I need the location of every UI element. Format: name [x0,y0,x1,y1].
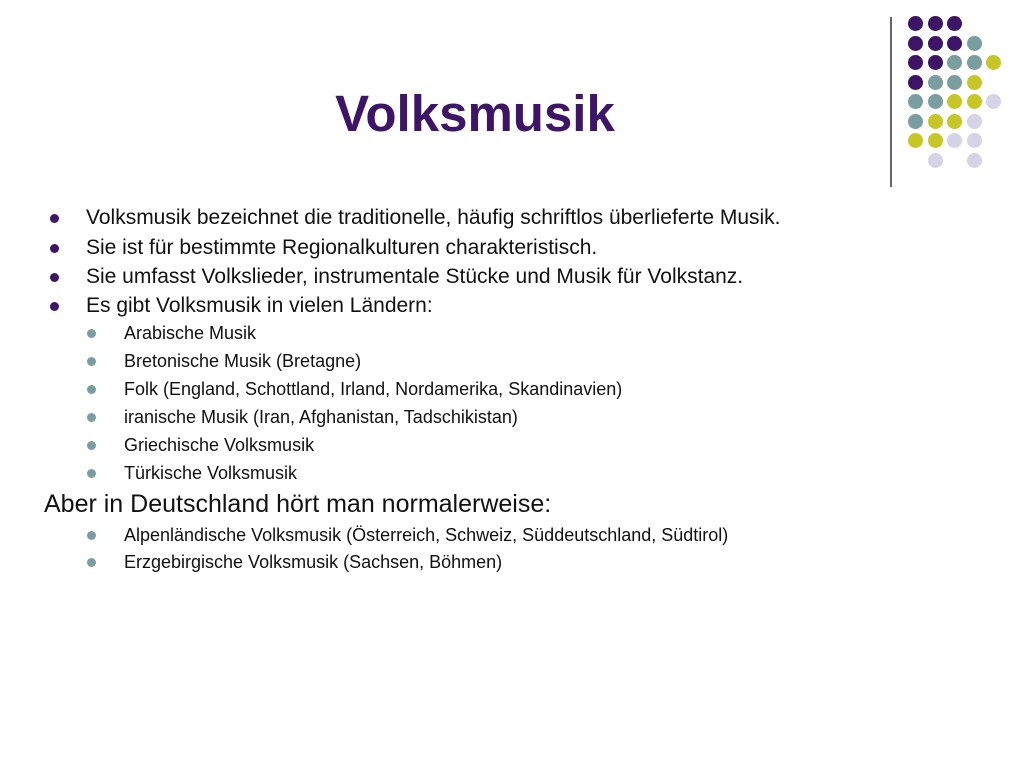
bullet-text: Folk (England, Schottland, Irland, Nordamerika, Skandinavien) [124,379,623,399]
decorative-dot [908,114,923,129]
sub-bullet-item [44,525,1004,546]
bullet-text: Erzgebirgische Volksmusik (Sachsen, Böhmen) [124,552,503,572]
bullet-text: iranische Musik (Iran, Afghanistan, Tadschikistan) [124,407,518,427]
bullet-item [44,294,1004,317]
decorative-dot [967,133,982,148]
heading-item [44,490,1004,518]
bullet-icon [87,329,96,338]
decorative-dot [928,75,943,90]
sub-bullet-item [44,552,1004,573]
decorative-dot [947,55,962,70]
slide-title: Volksmusik [335,85,615,142]
decorative-dot [947,75,962,90]
bullet-text: Sie ist für bestimmte Regionalkulturen charakteristisch. [86,236,598,259]
decorative-dot [947,133,962,148]
bullet-list [44,200,1004,573]
decorative-dot [928,153,943,168]
decorative-dot [986,55,1001,70]
bullet-icon [87,385,96,394]
decorative-dot [908,133,923,148]
bullet-icon [50,302,59,311]
decorative-divider-line [890,17,892,187]
decorative-dot [967,94,982,109]
sub-bullet-item [44,463,1004,484]
decorative-dot [928,16,943,31]
bullet-item [44,236,1004,259]
bullet-icon [50,214,59,223]
decorative-dot [928,55,943,70]
bullet-text: Sie umfasst Volkslieder, instrumentale Stücke und Musik für Volkstanz. [86,265,744,288]
decorative-dot [947,16,962,31]
bullet-item [44,206,1004,229]
decorative-dot [967,55,982,70]
decorative-dot [908,75,923,90]
bullet-text: Alpenländische Volksmusik (Österreich, Schweiz, Süddeutschland, Südtirol) [124,525,729,545]
bullet-icon [87,357,96,366]
bullet-icon [50,273,59,282]
decorative-dot [967,75,982,90]
bullet-text: Volksmusik bezeichnet die traditionelle, häufig schriftlos überlieferte Musik. [86,206,781,229]
bullet-text: Bretonische Musik (Bretagne) [124,351,362,371]
bullet-text: Es gibt Volksmusik in vielen Ländern: [86,294,433,317]
decorative-dot [967,114,982,129]
bullet-icon [87,531,96,540]
decorative-dot [967,36,982,51]
decorative-dot [947,114,962,129]
sub-bullet-item [44,323,1004,344]
decorative-dot [947,94,962,109]
bullet-icon [87,469,96,478]
bullet-icon [87,413,96,422]
sub-bullet-item [44,379,1004,400]
decorative-dot [986,94,1001,109]
decorative-dot [908,55,923,70]
bullet-icon [50,244,59,253]
sub-bullet-item [44,351,1004,372]
bullet-item [44,265,1004,288]
decorative-dot [928,114,943,129]
decorative-dot [908,36,923,51]
bullet-icon [87,558,96,567]
sub-bullet-item [44,407,1004,428]
decorative-dot [928,94,943,109]
decorative-dot [928,36,943,51]
decorative-dot [908,16,923,31]
bullet-text: Griechische Volksmusik [124,435,315,455]
decorative-dot [908,94,923,109]
sub-bullet-item [44,435,1004,456]
decorative-dot [947,36,962,51]
decorative-dot [967,153,982,168]
bullet-text: Arabische Musik [124,323,257,343]
decorative-dot [928,133,943,148]
bullet-icon [87,441,96,450]
bullet-text: Aber in Deutschland hört man normalerweise: [44,490,552,518]
bullet-text: Türkische Volksmusik [124,463,298,483]
